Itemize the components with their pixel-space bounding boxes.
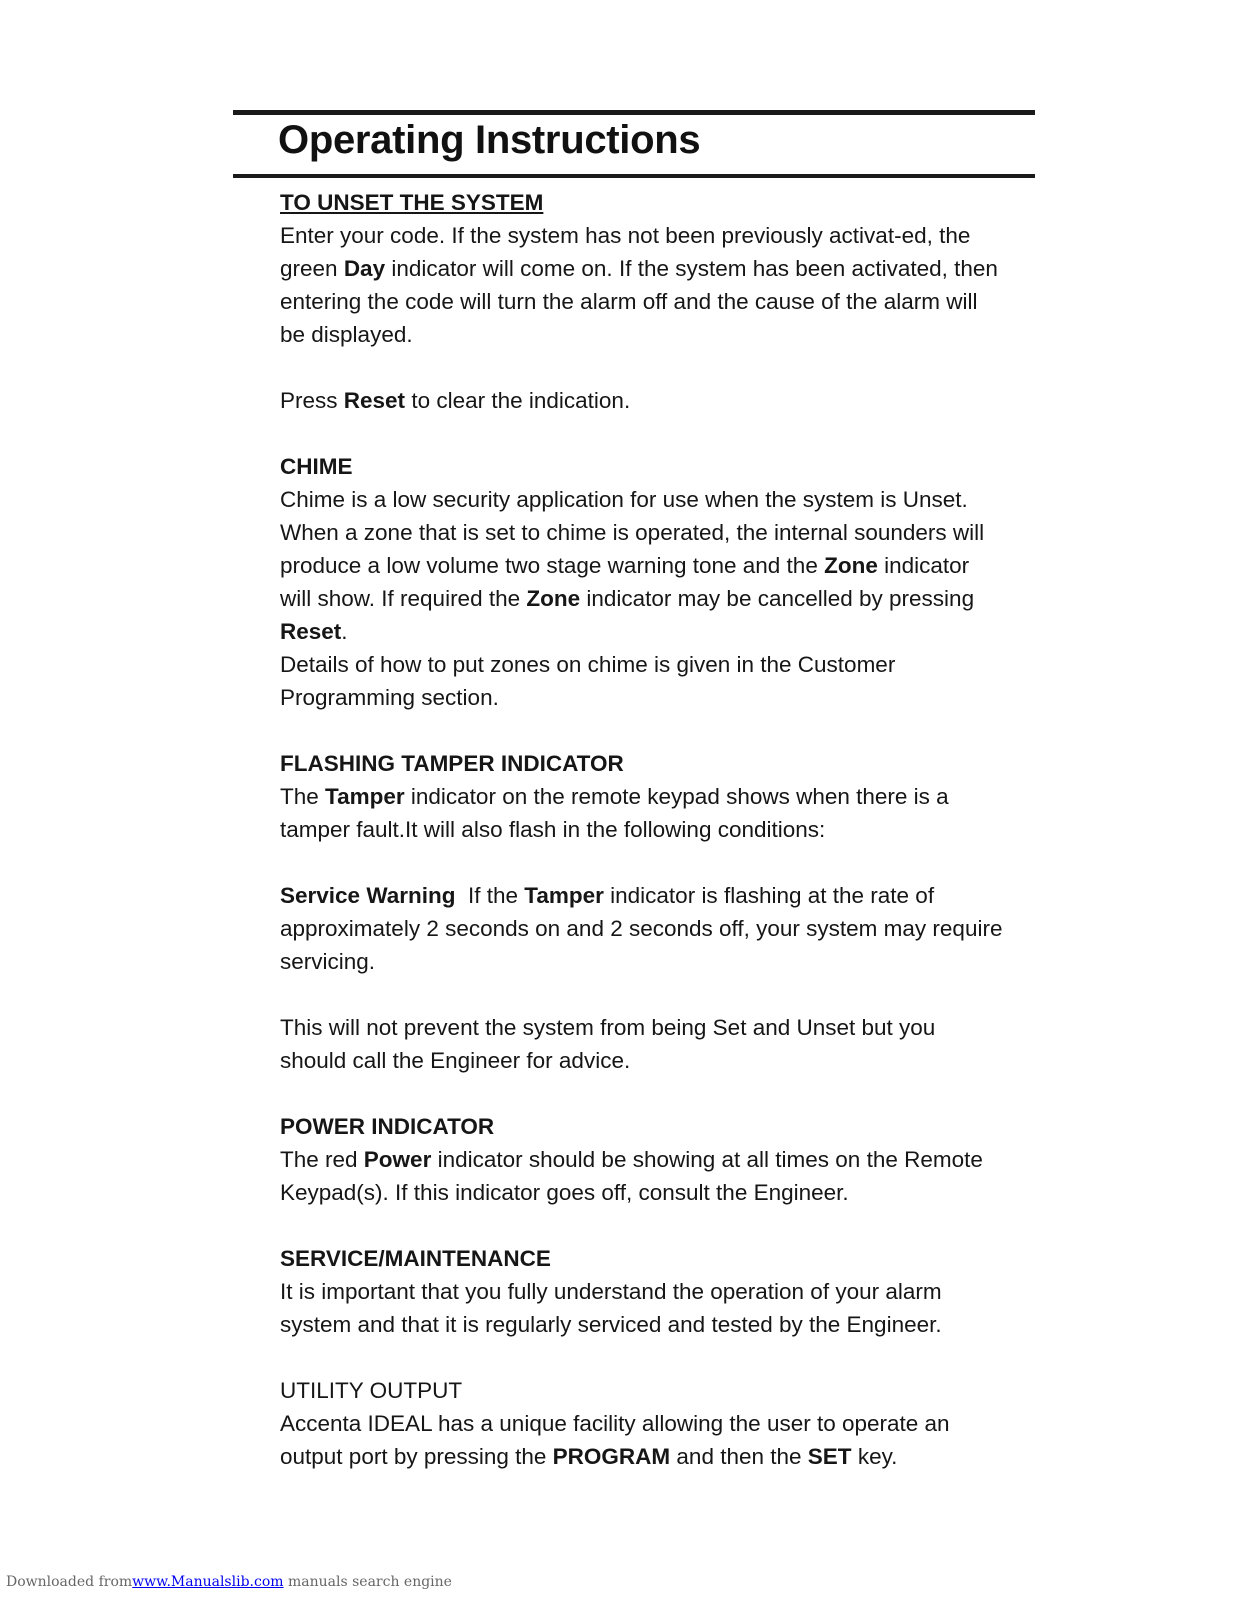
page-content xyxy=(280,186,1005,1473)
text-run: Enter your code. If the system has not been previously activat-ed, the green xyxy=(280,223,971,281)
bold-term-tamper: Tamper xyxy=(524,883,604,908)
chime-paragraph xyxy=(280,483,1005,648)
text-run: indicator will come on. If the system has been activated, then entering the code will turn the alarm off and the cause of the alarm will be displayed. xyxy=(280,256,998,347)
power-paragraph xyxy=(280,1143,1005,1209)
text-run: to clear the indication. xyxy=(405,388,631,413)
service-warning-paragraph xyxy=(280,879,1005,978)
text-run: Press xyxy=(280,388,344,413)
service-paragraph: It is important that you fully understand the operation of your alarm system and that it is regularly serviced and tested by the Engineer. xyxy=(280,1279,942,1337)
footer-suffix: manuals search engine xyxy=(283,1574,452,1590)
section-heading-unset: TO UNSET THE SYSTEM xyxy=(280,190,544,215)
footer-prefix: Downloaded from xyxy=(6,1574,133,1590)
manualslib-link[interactable]: www.Manualslib.com xyxy=(132,1574,284,1590)
section-heading-service: SERVICE/MAINTENANCE xyxy=(280,1246,551,1271)
chime-details-paragraph: Details of how to put zones on chime is given in the Customer Programming section. xyxy=(280,652,896,710)
reset-paragraph xyxy=(280,384,1005,417)
download-footer xyxy=(6,1574,452,1590)
section-heading-tamper: FLASHING TAMPER INDICATOR xyxy=(280,751,624,776)
bold-term-reset: Reset xyxy=(280,619,342,644)
text-run: indicator on the remote keypad shows when there is a tamper fault.It will also flash in the following conditions: xyxy=(280,784,949,842)
bold-term-tamper: Tamper xyxy=(325,784,405,809)
engineer-advice-paragraph: This will not prevent the system from being Set and Unset but you should call the Engineer for advice. xyxy=(280,1015,936,1073)
bold-term-reset: Reset xyxy=(343,388,406,413)
top-rule xyxy=(233,110,1035,115)
bold-term-service-warning: Service Warning xyxy=(280,883,456,908)
bold-term-day: Day xyxy=(343,256,386,281)
bold-term-zone: Zone xyxy=(824,553,878,578)
section-heading-utility: UTILITY OUTPUT xyxy=(280,1378,463,1403)
text-run: The red xyxy=(280,1147,364,1172)
section-heading-power: POWER INDICATOR xyxy=(280,1114,495,1139)
text-run: Accenta IDEAL has a unique facility allowing the user to operate an output port by pressing the xyxy=(280,1411,950,1469)
text-run: indicator should be showing at all times on the Remote Keypad(s). If this indicator goes off, consult the Engineer. xyxy=(280,1147,983,1205)
text-run: indicator is flashing at the rate of approximately 2 seconds on and 2 seconds off, your system may require servicing. xyxy=(280,883,1003,974)
title-rule xyxy=(233,174,1035,178)
unset-paragraph xyxy=(280,219,1005,351)
text-run: key. xyxy=(851,1444,898,1469)
utility-paragraph xyxy=(280,1407,1005,1473)
text-run: indicator will show. If required the xyxy=(280,553,970,611)
bold-term-zone: Zone xyxy=(526,586,581,611)
bold-term-set: SET xyxy=(807,1444,852,1469)
bold-term-power: Power xyxy=(363,1147,432,1172)
text-run: . xyxy=(341,619,348,644)
bold-term-program: PROGRAM xyxy=(552,1444,671,1469)
text-run: indicator may be cancelled by pressing xyxy=(580,586,975,611)
tamper-paragraph xyxy=(280,780,1005,846)
text-run: Chime is a low security application for use when the system is Unset. When a zone that is set to chime is operated, the internal sounders will produce a low volume two stage warning tone and the xyxy=(280,487,985,578)
text-run: The xyxy=(280,784,326,809)
text-run: If the xyxy=(455,883,525,908)
section-heading-chime: CHIME xyxy=(280,454,353,479)
text-run: and then the xyxy=(670,1444,808,1469)
page-title: Operating Instructions xyxy=(278,118,701,162)
